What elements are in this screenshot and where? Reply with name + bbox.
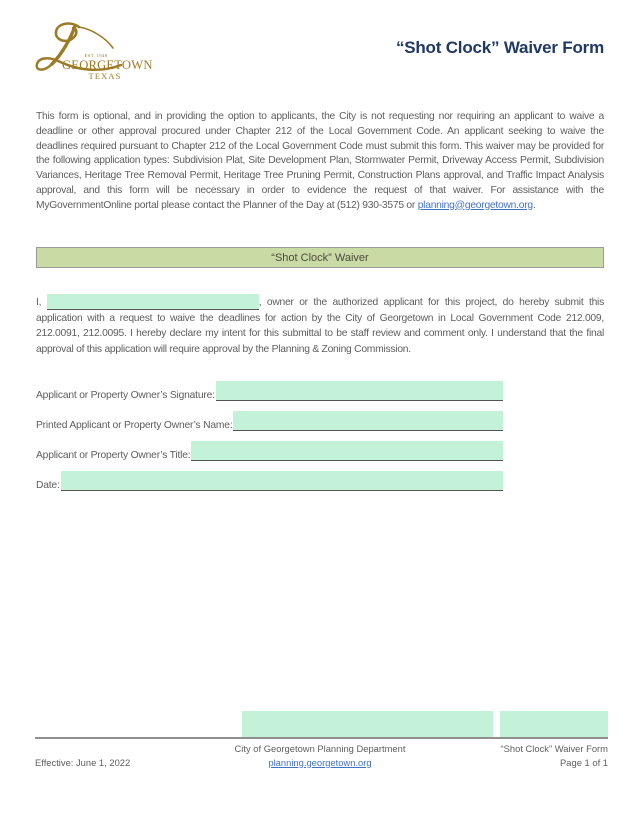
planning-email-link[interactable]: planning@georgetown.org — [417, 199, 533, 211]
footer-page-number: Page 1 of 1 — [560, 756, 608, 768]
signature-field-row — [36, 380, 503, 401]
footer-right-block — [501, 742, 608, 769]
footer-center-highlight-field[interactable] — [242, 711, 493, 737]
logo-est-text: EST. 1848 — [84, 53, 108, 58]
printed-name-field-row — [36, 410, 503, 431]
declaration-prefix: I, — [36, 297, 47, 309]
date-field-row — [36, 470, 503, 491]
declarant-name-field[interactable] — [47, 294, 259, 310]
declaration-paragraph — [36, 294, 604, 357]
signature-field-label: Applicant or Property Owner’s Signature: — [36, 390, 215, 401]
shot-clock-waiver-section-banner — [36, 247, 604, 268]
logo-name-text: GEORGETOWN — [62, 58, 153, 72]
date-field-label: Date: — [36, 480, 60, 491]
footer-department: City of Georgetown Planning Department — [234, 743, 406, 754]
declaration-suffix: , owner or the authorized applicant for this project, do hereby submit this application with a request to waive the deadlines for action by the City of Georgetown in Local Government Code 212.009, 212.0091, 212.0095. I hereby declare my intent for this submittal to be staff review and comment only. I understand that the final approval of this application will require approval by the Planning & Zoning Commission. — [36, 297, 604, 356]
planning-website-link[interactable]: planning.georgetown.org — [268, 756, 372, 768]
intro-text-period: . — [532, 199, 536, 211]
printed-name-field-label: Printed Applicant or Property Owner’s Name: — [36, 420, 233, 431]
intro-paragraph — [36, 110, 604, 213]
date-field[interactable] — [61, 471, 503, 491]
logo-state-text: TEXAS — [88, 72, 122, 81]
footer-effective-date: Effective: June 1, 2022 — [35, 757, 131, 768]
owner-title-field[interactable] — [191, 441, 503, 461]
georgetown-city-logo — [33, 20, 158, 86]
printed-name-field[interactable] — [233, 411, 503, 431]
page-title: “Shot Clock” Waiver Form — [395, 38, 604, 57]
owner-title-field-row — [36, 440, 503, 461]
footer-form-name: “Shot Clock” Waiver Form — [500, 743, 608, 754]
footer-divider — [35, 737, 608, 739]
footer-right-highlight-field[interactable] — [500, 711, 608, 737]
intro-text: This form is optional, and in providing the option to applicants, the City is not requesting nor requiring an applicant to waive a deadline or other approval procured under Chapter 212 of the Local Government Code. An applicant seeking to waive the deadlines required pursuant to Chapter 212 of the Local Government Code must submit this form. This waiver may be provided for the following application types: Subdivision Plat, Site Development Plan, Stormwater Permit, Driveway Access Permit, Subdivision Variances, Heritage Tree Removal Permit, Heritage Tree Pruning Permit, Construction Plans approval, and Traffic Impact Analysis approval, and this form will be necessary in order to evidence the request of that waiver. For assistance with the MyGovernmentOnline portal please contact the Planner of the Day at (512) 930-3575 or — [36, 111, 604, 211]
owner-title-field-label: Applicant or Property Owner’s Title: — [36, 450, 191, 461]
signature-field[interactable] — [216, 381, 503, 401]
section-banner-label: “Shot Clock” Waiver — [271, 251, 369, 264]
